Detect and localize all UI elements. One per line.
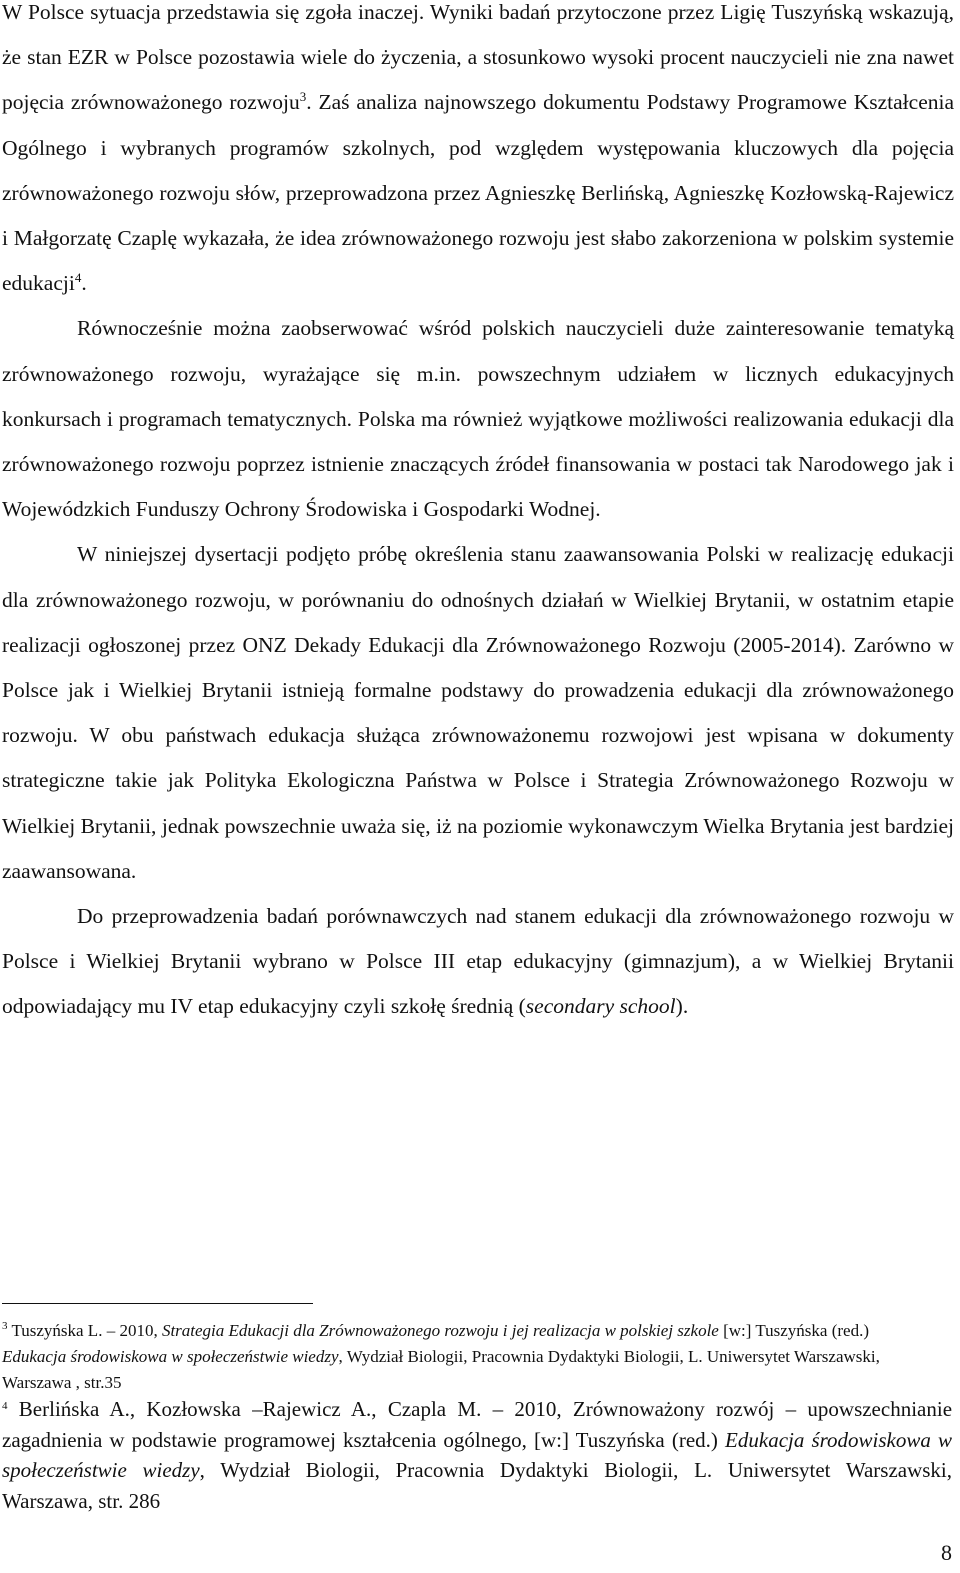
paragraph-1-text-b: . Zaś analiza najnowszego dokumentu Podstawy Programowe Kształcenia Ogólnego i wybranych programów szkolnych, pod względem występowania kluczowych dla pojęcia zrównoważonego rozwoju słów, przeprowadzona przez Agnieszkę Berlińską, Agnieszkę Kozłowską-Rajewicz i Małgorzatę Czaplę wykazała, że idea zrównoważonego rozwoju jest słabo zakorzeniona w polskim systemie edukacji — [2, 90, 954, 296]
paragraph-3: W niniejszej dysertacji podjęto próbę określenia stanu zaawansowania Polski w realizację edukacji dla zrównoważonego rozwoju, w porównaniu do odnośnych działań w Wielkiej Brytanii, w ostatnim etapie realizacji ogłoszonej przez ONZ Dekady Edukacji dla Zrównoważonego Rozwoju (2005-2014). Zarówno w Polsce jak i Wielkiej Brytanii istnieją formalne podstawy do prowadzenia edukacji dla zrównoważonego rozwoju. W obu państwach edukacja służąca zrównoważonemu rozwojowi jest wpisana w dokumenty strategiczne takie jak Polityka Ekologiczna Państwa w Polsce i Strategia Zrównoważonego Rozwoju w Wielkiej Brytanii, jednak powszechnie uważa się, iż na poziomie wykonawczym Wielka Brytania jest bardziej zaawansowana. — [2, 542, 954, 883]
footnote-4-book: Edukacja środowiskowa w społeczeństwie wiedzy — [2, 1427, 953, 1482]
paragraph-4 — [2, 894, 954, 1030]
footnote-3-authors: Tuszyńska L. – 2010, — [11, 1321, 162, 1340]
paragraph-4-text-a: Do przeprowadzenia badań porównawczych nad stanem edukacji dla zrównoważonego rozwoju w Polsce i Wielkiej Brytanii wybrano w Polsce III etap edukacyjny (gimnazjum), a w Wielkiej Brytanii odpowiadający mu IV etap edukacyjny czyli szkołę średnią ( — [2, 904, 954, 1019]
paragraph-2: Równocześnie można zaobserwować wśród polskich nauczycieli duże zainteresowanie tematyką zrównoważonego rozwoju, wyrażające się m.in. powszechnym udziałem w licznych edukacyjnych konkursach i programach tematycznych. Polska ma również wyjątkowe możliwości realizowania edukacji dla zrównoważonego rozwoju poprzez istnienie znaczących źródeł finansowania w postaci tak Narodowego jak i Wojewódzkich Funduszy Ochrony Środowiska i Gospodarki Wodnej. — [2, 316, 954, 522]
paragraph-1 — [2, 0, 954, 306]
page-number: 8 — [941, 1540, 952, 1565]
footnote-separator — [2, 1303, 313, 1304]
paragraph-1-text-a: W Polsce sytuacja przedstawia się zgoła inaczej. Wyniki badań przytoczone przez Ligię Tuszyńską wskazują, że stan EZR w Polsce pozostawia wiele do życzenia, a stosunkowo wysoki procent nauczycieli nie zna nawet pojęcia zrównoważonego rozwoju — [2, 0, 954, 115]
body-text — [2, 0, 954, 1030]
footnote-ref-3[interactable]: 3 — [299, 89, 307, 105]
footnote-ref-4[interactable]: 4 — [74, 270, 82, 286]
footnote-3-number: 3 — [2, 1320, 8, 1332]
footnote-4-number: 4 — [2, 1400, 8, 1412]
paragraph-1-text-c: . — [81, 271, 87, 296]
footnote-3-end: , Wydział Biologii, Pracownia Dydaktyki Biologii, L. Uniwersytet Warszawski, Warszawa , str.35 — [2, 1347, 880, 1392]
footnote-3-title: Strategia Edukacji dla Zrównoważonego rozwoju i jej realizacja w polskiej szkole — [161, 1321, 719, 1340]
footnote-3 — [2, 1318, 924, 1396]
footnote-3-book: Edukacja środowiskowa w społeczeństwie wiedzy — [2, 1347, 339, 1366]
paragraph-4-text-b: ). — [675, 994, 689, 1019]
footnote-4 — [2, 1394, 952, 1516]
footnote-4-end: , Wydział Biologii, Pracownia Dydaktyki Biologii, L. Uniwersytet Warszawski, Warszawa, str. 286 — [2, 1458, 953, 1513]
paragraph-4-italic-term: secondary school — [525, 994, 676, 1019]
footnote-3-mid: [w:] Tuszyńska (red.) — [718, 1321, 869, 1340]
footnote-4-authors: Berlińska A., Kozłowska –Rajewicz A., Czapla M. – 2010, Zrównoważony rozwój – upowszechnianie zagadnienia w podstawie programowej kształcenia ogólnego, [w:] Tuszyńska (red.) — [2, 1397, 953, 1452]
